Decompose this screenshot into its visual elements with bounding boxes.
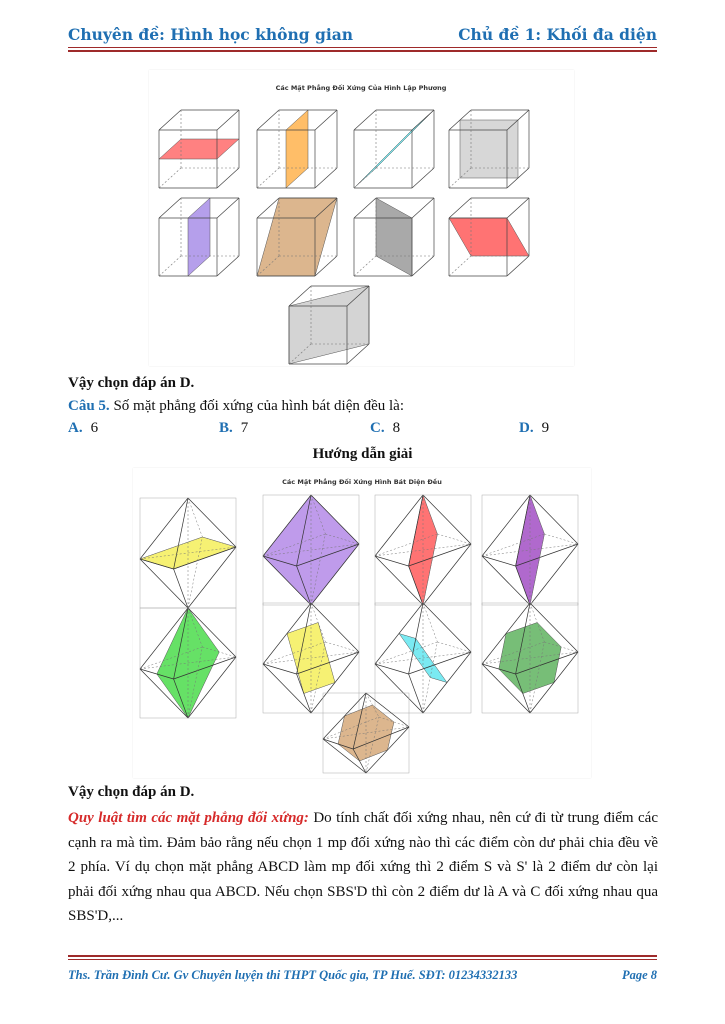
cube-diagram-4 [449, 110, 529, 188]
cube-diagram-6 [257, 198, 337, 276]
answer-a[interactable]: A. 6 [68, 420, 99, 436]
cube-diagram-1 [159, 110, 239, 188]
rule-text: Do tính chất đối xứng nhau, nên cứ đi từ trung điểm các cạnh ra mà tìm. Đảm bảo rằng nếu chọn 1 mp đối xứng nào thì các điểm còn dư phải chia đều về 2 phía. Ví dụ chọn mặt phẳng ABCD làm mp đối xứng thì 2 điểm S và S' là 2 điểm dư còn lại phải đối xứng nhau qua ABCD. Nếu chọn SBS'D thì còn 2 điểm dư là A và C đối xứng nhau qua SBS'D,... [68, 810, 658, 924]
octahedron-symmetry-figure [133, 468, 591, 778]
page-header [68, 22, 657, 46]
answer-c[interactable]: C. 8 [370, 420, 401, 436]
octahedron-diagram-8 [482, 603, 578, 713]
cube-diagram-3 [354, 110, 434, 188]
octahedron-diagram-3 [375, 495, 471, 605]
footer-author: Ths. Trần Đình Cư. Gv Chuyên luyện thi THPT Quốc gia, TP Huế. SĐT: 01234332133 [68, 967, 518, 982]
cube-diagram-7 [354, 198, 434, 276]
answer-options [68, 420, 658, 442]
question-5 [68, 395, 657, 417]
page-number: Page 8 [621, 967, 657, 982]
answer-d[interactable]: D. 9 [519, 420, 550, 436]
octahedron-diagram-1 [140, 498, 236, 608]
octahedron-diagram-6 [263, 603, 359, 713]
cube-diagram-9 [289, 286, 369, 364]
question-label: Câu 5. [68, 398, 110, 414]
cube-symmetry-figure [149, 70, 574, 366]
cube-diagram-5 [159, 198, 239, 276]
answer-b[interactable]: B. 7 [219, 420, 249, 436]
rule-paragraph [68, 806, 658, 929]
octahedron-figure-title: Các Mặt Phẳng Đối Xứng Hình Bát Diện Đều [282, 478, 442, 486]
octahedron-diagram-9 [323, 693, 409, 773]
conclusion-1: Vậy chọn đáp án D. [68, 375, 195, 391]
cube-figure-title: Các Mặt Phẳng Đối Xứng Của Hình Lập Phương [275, 84, 447, 92]
page-footer [68, 965, 657, 985]
octahedron-diagram-4 [482, 495, 578, 605]
solution-heading: Hướng dẫn giải [312, 446, 413, 462]
cube-diagram-2 [257, 110, 337, 188]
octahedron-diagram-2 [263, 495, 359, 605]
octahedron-diagram-7 [375, 603, 471, 713]
question-text: Số mặt phẳng đối xứng của hình bát diện đều là: [109, 398, 405, 414]
header-topic: Chuyên đề: Hình học không gian [68, 24, 354, 44]
octahedron-diagram-5 [140, 608, 236, 718]
header-rule [68, 47, 657, 52]
cube-diagram-8 [449, 198, 529, 276]
footer-rule [68, 955, 657, 960]
conclusion-2: Vậy chọn đáp án D. [68, 784, 195, 800]
header-chapter: Chủ đề 1: Khối đa diện [458, 24, 657, 44]
rule-label: Quy luật tìm các mặt phẳng đối xứng: [68, 810, 309, 826]
